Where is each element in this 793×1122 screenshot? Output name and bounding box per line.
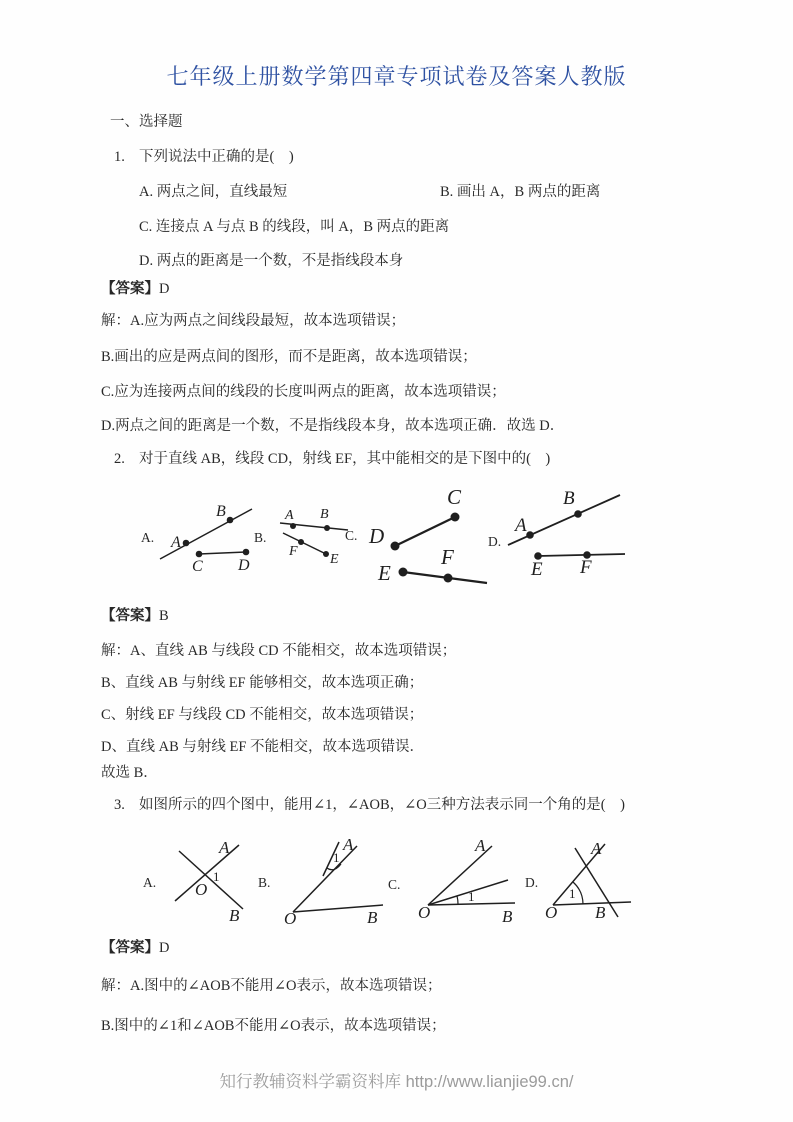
question-3-explanation-line: B.图中的∠1和∠AOB不能用∠O表示，故本选项错误； [101, 1018, 446, 1034]
ray-ob [553, 902, 631, 905]
question-3-explanation-line: 解：A.图中的∠AOB不能用∠O表示，故本选项错误； [101, 978, 442, 994]
section-heading: 一、选择题 [110, 114, 183, 130]
question-2-explanation-line: 解：A、直线 AB 与线段 CD 不能相交，故本选项错误； [101, 643, 457, 659]
angle-label-1: 1 [213, 869, 220, 884]
question-3-answer [101, 940, 169, 957]
point-dot [526, 531, 534, 539]
ray-oa [293, 846, 357, 912]
point-dot [227, 517, 234, 524]
question-2-answer [101, 608, 169, 625]
answer-label: 【答案】 [101, 940, 159, 956]
point-label-b: B [563, 488, 575, 509]
q3-figure-c [418, 838, 528, 926]
angle-label-1: 1 [468, 889, 475, 904]
point-dot [451, 513, 460, 522]
point-dot [324, 525, 330, 531]
segment-dc [395, 517, 455, 546]
question-2-explanation-line: 故选 B． [101, 765, 158, 781]
point-dot [444, 574, 453, 583]
point-label-o: O [284, 909, 297, 928]
angle-arc [457, 896, 458, 904]
point-label-o: O [418, 903, 431, 922]
point-label-e: E [378, 561, 391, 585]
point-dot [290, 523, 296, 529]
point-label-b: B [320, 507, 329, 522]
q2-figure-caption-a: A. [141, 530, 155, 545]
q3-figure-a [163, 839, 255, 923]
q2-figure-caption-b: B. [254, 530, 267, 545]
question-1-option-d: D. 两点的距离是一个数，不是指线段本身 [139, 253, 404, 269]
point-label-a: A [171, 534, 181, 551]
point-label-f: F [289, 544, 298, 559]
q3-figure-caption-a: A. [143, 875, 157, 890]
point-dot [391, 542, 400, 551]
question-3-number: 3. [114, 797, 125, 813]
point-label-c: C [192, 558, 203, 575]
question-1-answer [101, 281, 169, 298]
angle-label-1: 1 [569, 886, 576, 901]
point-label-a: A [219, 838, 230, 857]
point-label-d: D [238, 557, 250, 574]
q2-figure-caption-c: C. [345, 528, 358, 543]
point-label-o: O [195, 880, 208, 899]
point-label-o: O [545, 903, 558, 922]
line-1 [179, 851, 243, 909]
answer-label: 【答案】 [101, 281, 159, 297]
question-1-explanation-line: D.两点之间的距离是一个数，不是指线段本身，故本选项正确．故选 D． [101, 418, 565, 434]
question-1-explanation-line: C.应为连接两点间的线段的长度叫两点的距离，故本选项错误； [101, 384, 506, 400]
q3-figure-caption-c: C. [388, 877, 401, 892]
point-label-a: A [515, 515, 527, 536]
point-dot [399, 568, 408, 577]
point-dot [183, 540, 190, 547]
question-1-number: 1. [114, 149, 125, 165]
ray-ef [538, 554, 625, 556]
q2-figure-c [363, 487, 490, 592]
point-label-e: E [330, 552, 339, 567]
q3-figure-b [283, 834, 393, 926]
page-title: 七年级上册数学第四章专项试卷及答案人教版 [166, 64, 627, 89]
point-label-b: B [502, 907, 513, 926]
point-dot [574, 510, 582, 518]
point-dot [243, 549, 250, 556]
answer-value: D [159, 940, 170, 956]
question-1-explanation-line: B.画出的应是两点间的图形，而不是距离，故本选项错误； [101, 349, 477, 365]
question-3-stem: 如图所示的四个图中，能用∠1，∠AOB，∠O三种方法表示同一个角的是( ) [139, 797, 625, 813]
question-2-number: 2. [114, 451, 125, 467]
answer-value: D [159, 281, 170, 297]
question-2-explanation-line: D、直线 AB 与射线 EF 不能相交，故本选项错误． [101, 739, 425, 755]
point-label-e: E [531, 559, 543, 580]
point-label-a: A [475, 836, 486, 855]
question-1-stem: 下列说法中正确的是( ) [139, 149, 294, 165]
answer-value: B [159, 608, 169, 624]
q2-figure-b [276, 506, 356, 566]
point-label-b: B [216, 503, 226, 520]
q2-figure-caption-d: D. [488, 534, 502, 549]
point-label-b: B [367, 908, 378, 927]
point-label-c: C [447, 485, 462, 509]
q3-figure-caption-d: D. [525, 875, 539, 890]
point-label-b: B [229, 906, 240, 925]
question-1-option-c: C. 连接点 A 与点 B 的线段，叫 A，B 两点的距离 [139, 219, 450, 235]
point-label-a: A [285, 508, 294, 523]
angle-label-1: 1 [333, 850, 340, 865]
point-label-a: A [591, 839, 602, 858]
question-1-explanation-line: 解：A.应为两点之间线段最短，故本选项错误； [101, 313, 406, 329]
q3-figure-d [543, 838, 643, 926]
point-dot [298, 539, 304, 545]
footer-watermark: 知行教辅资料学霸资料库 http://www.lianjie99.cn/ [219, 1073, 574, 1091]
question-2-explanation-line: B、直线 AB 与射线 EF 能够相交，故本选项正确； [101, 675, 424, 691]
point-label-d: D [369, 524, 385, 548]
answer-label: 【答案】 [101, 608, 159, 624]
point-label-b: B [595, 903, 606, 922]
q2-figure-d [503, 488, 630, 580]
point-label-f: F [441, 545, 454, 569]
point-label-a: A [343, 835, 354, 854]
question-1-option-a: A. 两点之间，直线最短 [139, 184, 288, 200]
point-dot [196, 551, 203, 558]
segment-cd [199, 552, 246, 554]
question-2-explanation-line: C、射线 EF 与线段 CD 不能相交，故本选项错误； [101, 707, 424, 723]
point-label-f: F [580, 557, 592, 578]
point-dot [323, 551, 329, 557]
q2-figure-a [158, 503, 258, 575]
question-1-option-b: B. 画出 A，B 两点的距离 [440, 184, 601, 200]
q3-figure-caption-b: B. [258, 875, 271, 890]
question-2-stem: 对于直线 AB，线段 CD，射线 EF，其中能相交的是下图中的( ) [139, 451, 551, 467]
